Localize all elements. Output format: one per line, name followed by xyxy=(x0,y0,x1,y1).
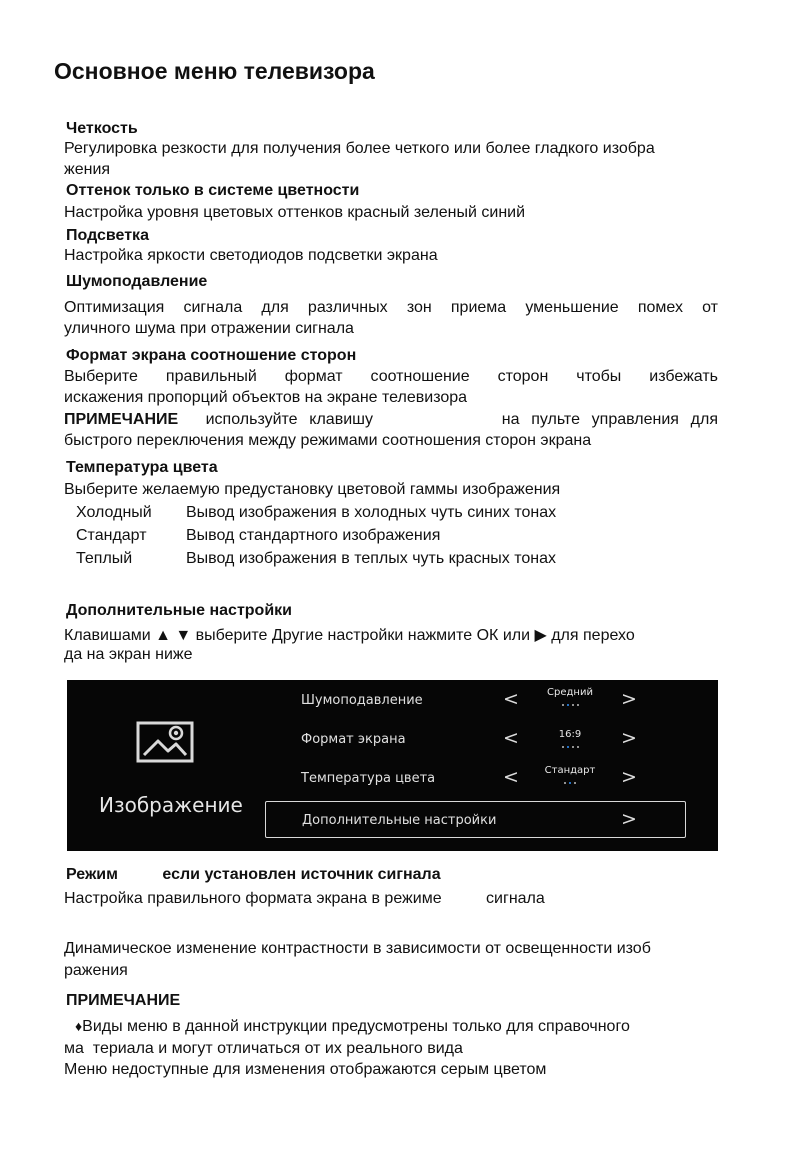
color-temp-text: Выберите желаемую предустановку цветовой гаммы изображения xyxy=(64,481,561,498)
dynamic-text-1: Динамическое изменение контрастности в зависимости от освещенности изоб xyxy=(64,940,651,957)
note-text-2: ма териала и могут отличаться от их реального вида xyxy=(64,1040,463,1057)
note-text-1 xyxy=(63,1018,630,1036)
active-dot xyxy=(567,704,569,706)
sharpness-text-1: Регулировка резкости для получения более четкого или более гладкого изобра xyxy=(64,140,655,157)
menu-row-label: Температура цвета xyxy=(301,771,436,786)
chevron-right-icon[interactable]: > xyxy=(621,688,637,710)
noise-text-1: Оптимизация сигнала для различных зон приема уменьшение помех от xyxy=(64,299,718,316)
dot xyxy=(574,782,576,784)
color-temp-row-name: Стандарт xyxy=(76,527,147,544)
sharpness-heading: Четкость xyxy=(66,120,138,137)
chevron-left-icon[interactable]: < xyxy=(503,766,519,788)
menu-row-color-temp[interactable] xyxy=(265,763,688,797)
advanced-heading: Дополнительные настройки xyxy=(66,602,292,619)
tint-text: Настройка уровня цветовых оттенков красный зеленый синий xyxy=(64,204,526,221)
backlight-heading: Подсветка xyxy=(66,227,149,244)
mode-heading: Режим если установлен источник сигнала xyxy=(66,866,441,883)
dot xyxy=(572,746,574,748)
color-temp-row-name: Холодный xyxy=(76,504,152,521)
noise-text-2: уличного шума при отражении сигнала xyxy=(64,320,354,337)
value-dots xyxy=(527,779,613,785)
aspect-note-line xyxy=(64,411,718,429)
tv-picture-menu xyxy=(67,680,718,851)
noise-heading: Шумоподавление xyxy=(66,273,208,290)
bullet-icon: ♦ xyxy=(75,1018,83,1034)
chevron-right-icon[interactable]: > xyxy=(621,727,637,749)
advanced-text-2: да на экран ниже xyxy=(64,646,193,663)
menu-row-value: Стандарт xyxy=(544,765,596,776)
tv-section-label: Изображение xyxy=(99,793,243,817)
aspect-note-text: используйте клавишу на пульте управления для xyxy=(182,411,718,428)
note-heading: ПРИМЕЧАНИЕ xyxy=(66,992,181,1009)
aspect-text-2: искажения пропорций объектов на экране телевизора xyxy=(64,389,468,406)
dot xyxy=(577,746,579,748)
dot xyxy=(577,704,579,706)
chevron-left-icon[interactable]: < xyxy=(503,727,519,749)
page-title: Основное меню телевизора xyxy=(54,58,375,84)
aspect-heading: Формат экрана соотношение сторон xyxy=(66,347,357,364)
dynamic-text-2: ражения xyxy=(64,962,128,979)
note-text-3: Меню недоступные для изменения отображаются серым цветом xyxy=(64,1061,547,1078)
color-temp-row-name: Теплый xyxy=(76,550,133,567)
dot xyxy=(564,782,566,784)
color-temp-row-desc: Вывод изображения в теплых чуть красных тонах xyxy=(186,550,556,567)
menu-row-advanced-settings[interactable] xyxy=(265,801,686,838)
chevron-left-icon[interactable]: < xyxy=(503,688,519,710)
note-text-1-content: Виды меню в данной инструкции предусмотрены только для справочного xyxy=(82,1018,630,1035)
active-dot xyxy=(567,746,569,748)
menu-row-label: Шумоподавление xyxy=(301,693,423,708)
color-temp-row-desc: Вывод изображения в холодных чуть синих тонах xyxy=(186,504,557,521)
menu-row-aspect-ratio[interactable] xyxy=(265,724,688,758)
value-dots xyxy=(527,743,613,749)
aspect-note-label: ПРИМЕЧАНИЕ xyxy=(64,411,179,428)
dot xyxy=(562,746,564,748)
aspect-text-1: Выберите правильный формат соотношение сторон чтобы избежать xyxy=(64,368,718,385)
aspect-text-4: быстрого переключения между режимами соотношения сторон экрана xyxy=(64,432,592,449)
dot xyxy=(572,704,574,706)
image-icon xyxy=(136,721,194,763)
menu-row-noise-reduction[interactable] xyxy=(265,685,688,719)
sharpness-text-2: жения xyxy=(64,161,111,178)
advanced-text-1: Клавишами ▲ ▼ выберите Другие настройки нажмите ОК или ▶ для перехо xyxy=(64,627,635,644)
menu-row-value: 16:9 xyxy=(558,729,582,740)
color-temp-heading: Температура цвета xyxy=(66,459,218,476)
tint-heading: Оттенок только в системе цветности xyxy=(66,182,360,199)
menu-row-label: Формат экрана xyxy=(301,732,406,747)
active-dot xyxy=(569,782,571,784)
chevron-right-icon[interactable]: > xyxy=(621,808,637,830)
dot xyxy=(562,704,564,706)
chevron-right-icon[interactable]: > xyxy=(621,766,637,788)
color-temp-row-desc: Вывод стандартного изображения xyxy=(186,527,441,544)
menu-row-value: Средний xyxy=(547,687,593,698)
mode-text: Настройка правильного формата экрана в режиме сигнала xyxy=(64,890,545,907)
backlight-text: Настройка яркости светодиодов подсветки экрана xyxy=(64,247,438,264)
value-dots xyxy=(527,701,613,707)
menu-row-label: Дополнительные настройки xyxy=(302,813,497,828)
